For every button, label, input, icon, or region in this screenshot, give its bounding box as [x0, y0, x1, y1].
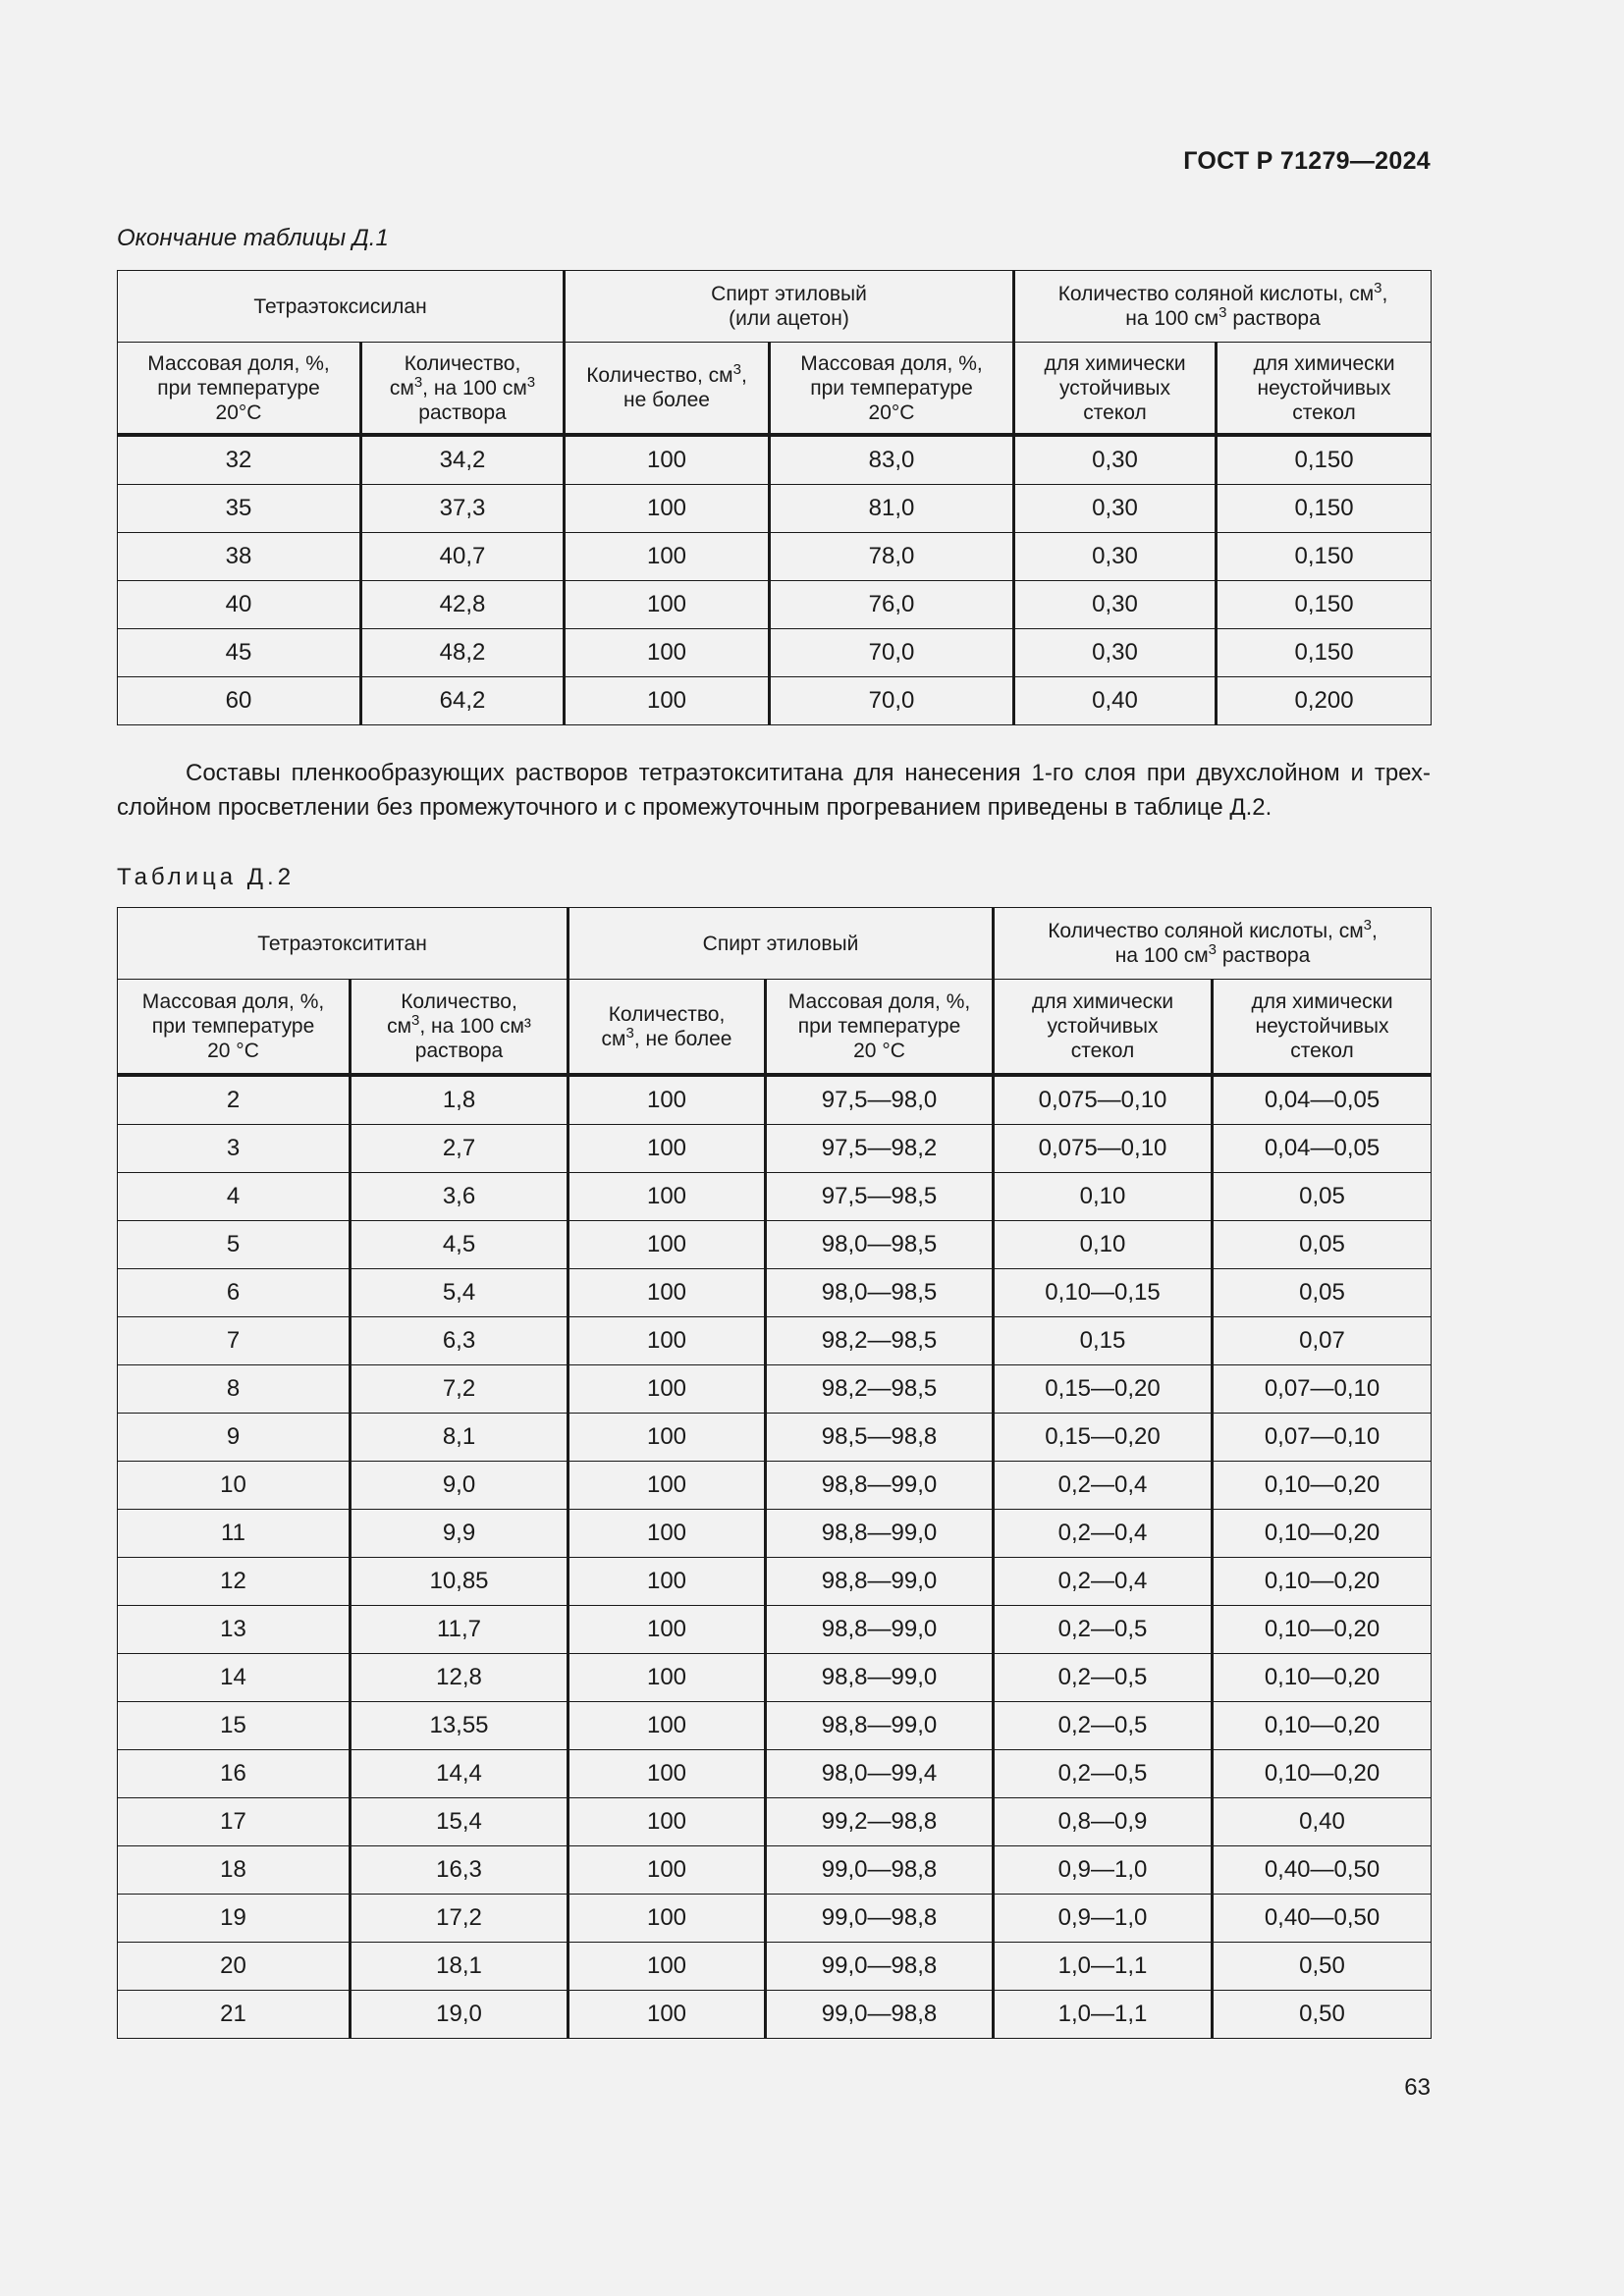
table-row: [118, 1943, 1432, 1991]
table-cell: 98,0—98,5: [766, 1221, 994, 1269]
col-header-line: 20 °C: [853, 1040, 905, 1062]
table-cell: 0,40—0,50: [1213, 1846, 1432, 1895]
table-cell: 14,4: [351, 1750, 568, 1798]
col-header-stable-glass: [1014, 343, 1217, 436]
table-cell: 100: [568, 1462, 766, 1510]
table-cell: 21: [118, 1991, 351, 2039]
table-cell: 100: [565, 677, 770, 725]
table-cell: 18: [118, 1846, 351, 1895]
col-header-line: Количество,: [404, 351, 521, 375]
table-cell: 0,15: [994, 1317, 1213, 1365]
table-cell: 99,2—98,8: [766, 1798, 994, 1846]
table-cell: 7: [118, 1317, 351, 1365]
col-header-stable-glass: [994, 980, 1213, 1076]
table-cell: 9,0: [351, 1462, 568, 1510]
group-header-label: Количество соляной кислоты, см: [1048, 920, 1364, 942]
table-cell: 0,150: [1217, 533, 1432, 581]
table-cell: 0,10—0,20: [1213, 1654, 1432, 1702]
table-cell: 0,075—0,10: [994, 1125, 1213, 1173]
col-header-line: для химически: [1251, 990, 1393, 1013]
table-cell: 0,10—0,20: [1213, 1750, 1432, 1798]
table-cell: 0,150: [1217, 581, 1432, 629]
col-header-mass-share: [118, 980, 351, 1076]
table-cell: 60: [118, 677, 361, 725]
group-header-label-note: (или ацетон): [729, 307, 849, 330]
table-row: [118, 1702, 1432, 1750]
table-cell: 0,2—0,4: [994, 1462, 1213, 1510]
table-cell: 0,9—1,0: [994, 1846, 1213, 1895]
table-cell: 40,7: [361, 533, 565, 581]
table-cell: 0,2—0,4: [994, 1558, 1213, 1606]
group-header-alcohol: [568, 908, 994, 980]
table-cell: 11: [118, 1510, 351, 1558]
table-cell: 0,30: [1014, 435, 1217, 485]
superscript: 3: [411, 1012, 420, 1029]
table-cell: 98,8—99,0: [766, 1510, 994, 1558]
col-header-line: Количество, см: [586, 364, 733, 387]
table-cell: 17,2: [351, 1895, 568, 1943]
table-cell: 0,30: [1014, 581, 1217, 629]
table-row: [118, 1846, 1432, 1895]
table-cell: 0,05: [1213, 1269, 1432, 1317]
col-header-unstable-glass: [1213, 980, 1432, 1076]
table-cell: 100: [565, 485, 770, 533]
table-cell: 9,9: [351, 1510, 568, 1558]
table-cell: 0,2—0,5: [994, 1654, 1213, 1702]
table-cell: 100: [568, 1414, 766, 1462]
col-header-alcohol-quantity: [565, 343, 770, 436]
table-row: [118, 1125, 1432, 1173]
table-row: [118, 1654, 1432, 1702]
table-row: [118, 1510, 1432, 1558]
table-row: [118, 1365, 1432, 1414]
table-cell: 64,2: [361, 677, 565, 725]
table-cell: 0,50: [1213, 1943, 1432, 1991]
table-cell: 100: [568, 1125, 766, 1173]
table-cell: 100: [568, 1750, 766, 1798]
table-cell: 6: [118, 1269, 351, 1317]
table-cell: 0,15—0,20: [994, 1365, 1213, 1414]
table-row: [118, 1606, 1432, 1654]
superscript: 3: [732, 361, 741, 378]
table-cell: 1,0—1,1: [994, 1943, 1213, 1991]
table-cell: 11,7: [351, 1606, 568, 1654]
table-cell: 0,05: [1213, 1221, 1432, 1269]
col-header-quantity: [361, 343, 565, 436]
table-row: [118, 677, 1432, 725]
table-cell: 100: [565, 533, 770, 581]
table-cell: 0,200: [1217, 677, 1432, 725]
table-d1-continuation: [117, 270, 1432, 725]
table-cell: 37,3: [361, 485, 565, 533]
table-row: [118, 1269, 1432, 1317]
table-cell: 12: [118, 1558, 351, 1606]
table1-caption: Окончание таблицы Д.1: [117, 225, 389, 251]
table-cell: 0,40: [1014, 677, 1217, 725]
table-cell: 1,8: [351, 1075, 568, 1125]
table-cell: 10: [118, 1462, 351, 1510]
col-header-line: устойчивых: [1059, 376, 1170, 400]
table-row: [118, 1317, 1432, 1365]
table-cell: 16: [118, 1750, 351, 1798]
table-cell: 20: [118, 1943, 351, 1991]
col-header-line: ,: [740, 364, 747, 387]
table-cell: 100: [568, 1221, 766, 1269]
superscript: 3: [1363, 917, 1373, 934]
table-cell: 0,150: [1217, 629, 1432, 677]
table-cell: 5,4: [351, 1269, 568, 1317]
col-header-alcohol-quantity: [568, 980, 766, 1076]
page-number: 63: [1404, 2074, 1431, 2101]
table-cell: 13,55: [351, 1702, 568, 1750]
table-cell: 99,0—98,8: [766, 1846, 994, 1895]
table-cell: 100: [568, 1895, 766, 1943]
group-header-tetraethoxysilane: [118, 271, 565, 343]
table-cell: 98,8—99,0: [766, 1654, 994, 1702]
group-header-hcl: Количество соляной кислоты, $см^3$, на 100 $см^3$ раствора: [994, 908, 1432, 980]
superscript: 3: [526, 373, 536, 391]
table-cell: 70,0: [770, 629, 1014, 677]
table-cell: 98,2—98,5: [766, 1365, 994, 1414]
table-cell: 98,5—98,8: [766, 1414, 994, 1462]
col-header-alcohol-mass-share: [770, 343, 1014, 436]
col-header-line: Массовая доля, %,: [787, 990, 971, 1013]
col-header-line: 20°C: [215, 400, 262, 424]
table-cell: 15: [118, 1702, 351, 1750]
table2-body: [118, 1075, 1432, 2039]
col-header-line: раствора: [418, 400, 507, 424]
col-header-line: для химически: [1253, 351, 1395, 375]
table-cell: 98,0—98,5: [766, 1269, 994, 1317]
table-cell: 45: [118, 629, 361, 677]
superscript: 3: [1374, 280, 1382, 296]
group-header-label: раствора: [1226, 307, 1321, 330]
table-cell: 98,0—99,4: [766, 1750, 994, 1798]
table-row: [118, 1173, 1432, 1221]
table-cell: 0,07—0,10: [1213, 1365, 1432, 1414]
table-cell: 15,4: [351, 1798, 568, 1846]
group-header-label: на 100 см: [1114, 944, 1209, 967]
table-cell: 98,8—99,0: [766, 1606, 994, 1654]
col-header-line: стекол: [1083, 400, 1147, 424]
col-header-line: Количество,: [608, 1002, 726, 1026]
table-cell: 100: [568, 1558, 766, 1606]
table-cell: 0,8—0,9: [994, 1798, 1213, 1846]
col-header-line: 20°C: [868, 400, 915, 424]
table-cell: 100: [568, 1075, 766, 1125]
col-header-line: неустойчивых: [1255, 1015, 1389, 1038]
group-header-tetraethoxytitanium: [118, 908, 568, 980]
col-header-line: неустойчивых: [1257, 376, 1391, 400]
group-header-hcl: Количество соляной кислоты, $см^3$, на 100 $см^3$ раствора: [1014, 271, 1432, 343]
table-cell: 7,2: [351, 1365, 568, 1414]
table-cell: 99,0—98,8: [766, 1943, 994, 1991]
table-cell: 0,04—0,05: [1213, 1075, 1432, 1125]
col-header-line: , не более: [633, 1027, 732, 1050]
table-d2: [117, 907, 1432, 2039]
group-header-label: Спирт этиловый: [711, 283, 867, 305]
table-cell: 0,30: [1014, 533, 1217, 581]
table-cell: 99,0—98,8: [766, 1895, 994, 1943]
table-cell: 100: [568, 1943, 766, 1991]
col-header-line: для химически: [1044, 351, 1186, 375]
table-cell: 32: [118, 435, 361, 485]
col-header-line: см: [387, 1015, 411, 1038]
table-cell: 0,15—0,20: [994, 1414, 1213, 1462]
table-cell: 0,150: [1217, 435, 1432, 485]
table-cell: 9: [118, 1414, 351, 1462]
table-cell: 98,8—99,0: [766, 1702, 994, 1750]
col-header-quantity: [351, 980, 568, 1076]
table-cell: 2,7: [351, 1125, 568, 1173]
table-cell: 100: [565, 629, 770, 677]
table-cell: 19: [118, 1895, 351, 1943]
table-cell: 76,0: [770, 581, 1014, 629]
table-row: [118, 1075, 1432, 1125]
table-row: [118, 1414, 1432, 1462]
table2-caption: Таблица Д.2: [117, 864, 296, 890]
col-header-line: Массовая доля, %,: [800, 351, 983, 375]
table-cell: 12,8: [351, 1654, 568, 1702]
table-cell: 0,075—0,10: [994, 1075, 1213, 1125]
group-header-label: Количество соляной кислоты, см: [1057, 283, 1375, 305]
table-cell: 0,10—0,20: [1213, 1606, 1432, 1654]
table-row: [118, 533, 1432, 581]
table-cell: 0,10—0,20: [1213, 1462, 1432, 1510]
table-row: [118, 581, 1432, 629]
table-cell: 0,2—0,5: [994, 1702, 1213, 1750]
table-cell: 0,10—0,20: [1213, 1702, 1432, 1750]
table-cell: 16,3: [351, 1846, 568, 1895]
group-header-label: раствора: [1217, 944, 1311, 967]
col-header-alcohol-mass-share: [766, 980, 994, 1076]
col-header-unstable-glass: [1217, 343, 1432, 436]
table-cell: 0,05: [1213, 1173, 1432, 1221]
table-row: [118, 1221, 1432, 1269]
table1-body: [118, 435, 1432, 725]
table-cell: 1,0—1,1: [994, 1991, 1213, 2039]
table-cell: 99,0—98,8: [766, 1991, 994, 2039]
table-cell: 100: [568, 1365, 766, 1414]
col-header-line: для химически: [1031, 990, 1174, 1013]
table-cell: 98,8—99,0: [766, 1558, 994, 1606]
table-cell: 0,30: [1014, 485, 1217, 533]
table-cell: 0,10: [994, 1221, 1213, 1269]
table-cell: 19,0: [351, 1991, 568, 2039]
table-cell: 78,0: [770, 533, 1014, 581]
table-cell: 0,2—0,4: [994, 1510, 1213, 1558]
col-header-line: при температуре: [157, 376, 320, 400]
table-row: [118, 1462, 1432, 1510]
col-header-line: стекол: [1292, 400, 1356, 424]
table-cell: 4: [118, 1173, 351, 1221]
col-header-line: устойчивых: [1047, 1015, 1159, 1038]
col-header-line: Массовая доля, %,: [147, 351, 330, 375]
body-paragraph: Составы пленкообразующих растворов тетраэтоксититана для нанесения 1-го слоя при двухслойном и трех-слойном просветлении без промежуточного и с промежуточным прогреванием приведены в таблице Д.2.: [117, 760, 1431, 821]
col-header-line: стекол: [1070, 1040, 1135, 1062]
table-cell: 6,3: [351, 1317, 568, 1365]
table-cell: 83,0: [770, 435, 1014, 485]
col-header-line: стекол: [1290, 1040, 1354, 1062]
table-cell: 100: [568, 1173, 766, 1221]
table-row: [118, 629, 1432, 677]
table-cell: 0,9—1,0: [994, 1895, 1213, 1943]
table-cell: 100: [568, 1846, 766, 1895]
table-cell: 97,5—98,0: [766, 1075, 994, 1125]
table-cell: 34,2: [361, 435, 565, 485]
table-cell: 100: [568, 1798, 766, 1846]
table-cell: 0,2—0,5: [994, 1750, 1213, 1798]
document-id: ГОСТ Р 71279—2024: [1183, 147, 1431, 175]
table-cell: 100: [568, 1991, 766, 2039]
table-cell: 97,5—98,5: [766, 1173, 994, 1221]
group-header-label: Тетраэтоксититан: [257, 932, 427, 955]
table-cell: 98,2—98,5: [766, 1317, 994, 1365]
group-header-label: на 100 см: [1125, 307, 1219, 330]
col-header-line: не более: [623, 389, 710, 411]
table-cell: 0,10—0,15: [994, 1269, 1213, 1317]
table-cell: 0,50: [1213, 1991, 1432, 2039]
table-cell: 38: [118, 533, 361, 581]
table-cell: 0,2—0,5: [994, 1606, 1213, 1654]
table-cell: 100: [565, 435, 770, 485]
table-row: [118, 1895, 1432, 1943]
col-header-line: 20 °C: [207, 1040, 259, 1062]
superscript: 3: [1208, 941, 1218, 958]
table-cell: 70,0: [770, 677, 1014, 725]
table-cell: 18,1: [351, 1943, 568, 1991]
table-cell: 81,0: [770, 485, 1014, 533]
col-header-line: раствора: [414, 1040, 504, 1062]
table-cell: 8,1: [351, 1414, 568, 1462]
table-cell: 3: [118, 1125, 351, 1173]
col-header-line: Массовая доля, %,: [141, 990, 325, 1013]
table-cell: 0,150: [1217, 485, 1432, 533]
table-cell: 0,40—0,50: [1213, 1895, 1432, 1943]
table-cell: 0,10—0,20: [1213, 1558, 1432, 1606]
table-cell: 3,6: [351, 1173, 568, 1221]
col-header-line: см: [389, 376, 414, 400]
table-cell: 100: [568, 1510, 766, 1558]
table-cell: 0,07: [1213, 1317, 1432, 1365]
group-header-label: Спирт этиловый: [702, 932, 859, 955]
table-cell: 17: [118, 1798, 351, 1846]
col-header-line: при температуре: [797, 1015, 961, 1038]
table-cell: 0,10—0,20: [1213, 1510, 1432, 1558]
col-header-line: при температуре: [810, 376, 973, 400]
table-cell: 98,8—99,0: [766, 1462, 994, 1510]
table-row: [118, 1750, 1432, 1798]
table-cell: 42,8: [361, 581, 565, 629]
table-row: [118, 1798, 1432, 1846]
superscript: 3: [625, 1024, 634, 1041]
table-cell: 0,04—0,05: [1213, 1125, 1432, 1173]
table-cell: 0,10: [994, 1173, 1213, 1221]
table-cell: 14: [118, 1654, 351, 1702]
table-cell: 97,5—98,2: [766, 1125, 994, 1173]
group-header-alcohol: [565, 271, 1014, 343]
col-header-line: Количество,: [401, 990, 517, 1013]
table-cell: 0,40: [1213, 1798, 1432, 1846]
table-cell: 35: [118, 485, 361, 533]
col-header-line: см: [601, 1027, 626, 1050]
table-cell: 10,85: [351, 1558, 568, 1606]
col-header-mass-share: [118, 343, 361, 436]
table-cell: 8: [118, 1365, 351, 1414]
table-cell: 0,30: [1014, 629, 1217, 677]
superscript: 3: [413, 373, 423, 391]
table-cell: 0,07—0,10: [1213, 1414, 1432, 1462]
superscript: 3: [1218, 304, 1227, 321]
table-row: [118, 1558, 1432, 1606]
table-cell: 48,2: [361, 629, 565, 677]
table-cell: 100: [568, 1702, 766, 1750]
table-cell: 100: [568, 1317, 766, 1365]
table-cell: 100: [565, 581, 770, 629]
table-row: [118, 1991, 1432, 2039]
table-cell: 13: [118, 1606, 351, 1654]
group-header-label: Тетраэтоксисилан: [253, 294, 427, 318]
table-row: [118, 485, 1432, 533]
col-header-line: , на 100 см³: [419, 1015, 531, 1038]
table-cell: 5: [118, 1221, 351, 1269]
table-cell: 100: [568, 1654, 766, 1702]
table-cell: 100: [568, 1269, 766, 1317]
col-header-line: при температуре: [151, 1015, 315, 1038]
table-cell: 40: [118, 581, 361, 629]
table-cell: 4,5: [351, 1221, 568, 1269]
table-cell: 2: [118, 1075, 351, 1125]
table-cell: 100: [568, 1606, 766, 1654]
table-row: [118, 435, 1432, 485]
col-header-line: , на 100 см: [422, 376, 527, 400]
